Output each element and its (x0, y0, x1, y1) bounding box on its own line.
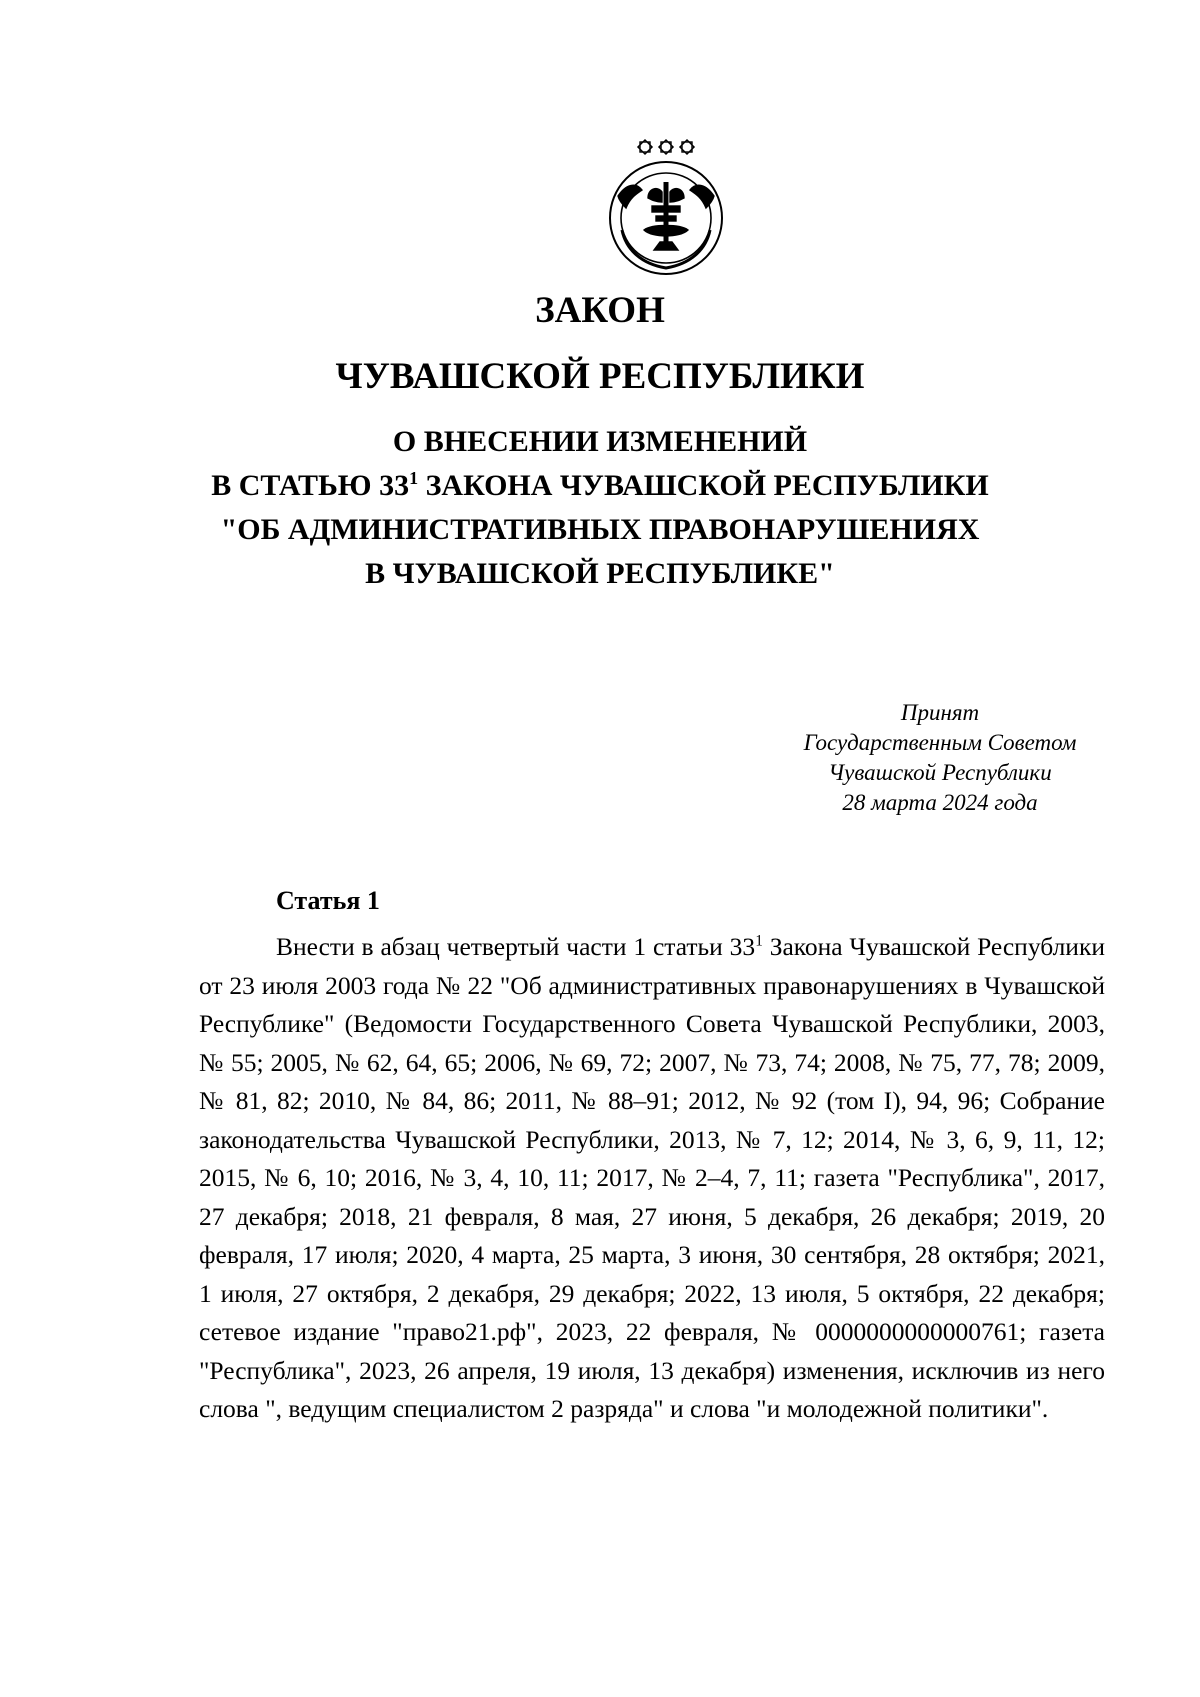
adoption-note-line-3: Чувашской Республики (828, 760, 1052, 785)
chuvash-republic-coat-of-arms-icon (596, 138, 736, 278)
law-subject-line-3: "ОБ АДМИНИСТРАТИВНЫХ ПРАВОНАРУШЕНИЯХ (220, 513, 980, 546)
article-number-superscript: 1 (409, 468, 419, 488)
law-subject-line-2-end: ЗАКОНА ЧУВАШСКОЙ РЕСПУБЛИКИ (418, 469, 989, 502)
star-icon (659, 140, 673, 154)
article-number-superscript: 1 (755, 932, 763, 950)
article-1-text (199, 928, 1105, 1429)
law-title-line-2: ЧУВАШСКОЙ РЕСПУБЛИКИ (335, 356, 865, 397)
law-subject-line-2 (0, 464, 1200, 508)
law-subject-line-2-start: В СТАТЬЮ 33 (211, 469, 410, 502)
law-title (0, 278, 1200, 410)
article-1-text-rest: Закона Чувашской Республики от 23 июля 2003 года № 22 "Об административных правонарушениях в Чувашской Республике" (Ведомости Государственного Совета Чувашской Республики, 2003, № 55; 2005, № 62, 64, 65; 2006, № 69, 72; 2007, № 73, 74; 2008, № 75, 77, 78; 2009, № 81, 82; 2010, № 84, 86; 2011, № 88–91; 2012, № 92 (том I), 94, 96; Собрание законодательства Чувашской Республики, 2013, № 7, 12; 2014, № 3, 6, 9, 11, 12; 2015, № 6, 10; 2016, № 3, 4, 10, 11; 2017, № 2–4, 7, 11; газета "Республика", 2017, 27 декабря; 2018, 21 февраля, 8 мая, 27 июня, 5 декабря, 26 декабря; 2019, 20 февраля, 17 июля; 2020, 4 марта, 25 марта, 3 июня, 30 сентября, 28 октября; 2021, 1 июля, 27 октября, 2 декабря, 29 декабря; 2022, 13 июля, 5 октября, 22 декабря; сетевое издание "право21.рф", 2023, 22 февраля, № 0000000000000761; газета "Республика", 2023, 26 апреля, 19 июля, 13 декабря) изменения, исключив из него слова ", ведущим специалистом 2 разряда" и слова "и молодежной политики". (199, 932, 1105, 1423)
star-icon (680, 140, 694, 154)
law-title-line-1: ЗАКОН (535, 290, 665, 331)
law-subject-line-1: О ВНЕСЕНИИ ИЗМЕНЕНИЙ (392, 425, 808, 458)
adoption-note-line-2: Государственным Советом (803, 730, 1077, 755)
law-subject (0, 420, 1200, 596)
star-icon (638, 140, 652, 154)
adoption-date: 28 марта 2024 года (842, 790, 1038, 815)
article-1-text-start: Внести в абзац четвертый части 1 статьи 33 (276, 932, 756, 961)
adoption-note (750, 698, 1130, 818)
law-subject-line-4: В ЧУВАШСКОЙ РЕСПУБЛИКЕ" (365, 557, 835, 590)
adoption-note-line-1: Принят (900, 700, 980, 725)
article-1-heading: Статья 1 (276, 886, 380, 915)
